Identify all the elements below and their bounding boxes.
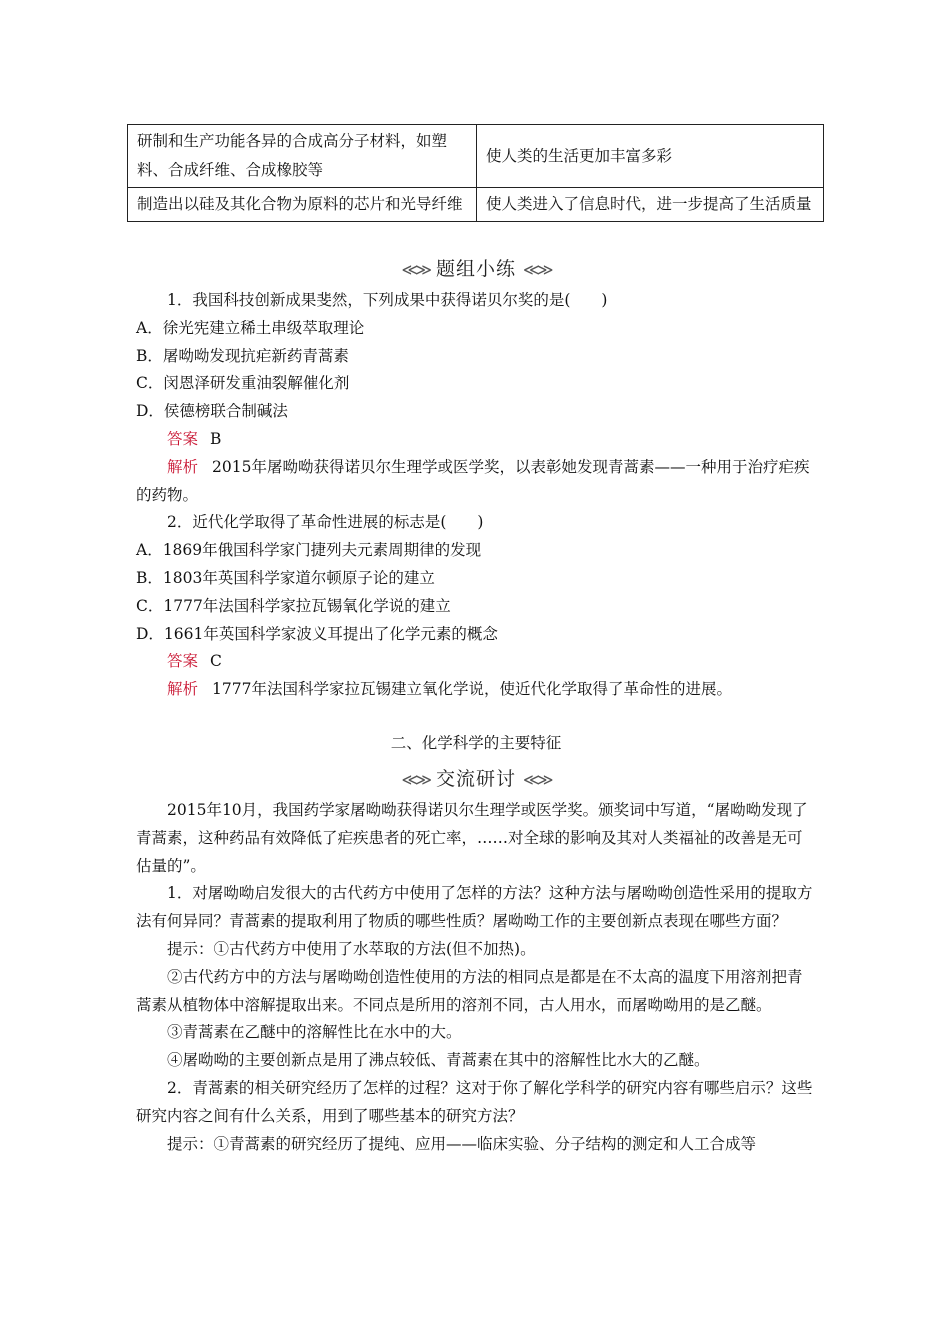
hint-paragraph: ③青蒿素在乙醚中的溶解性比在水中的大。 xyxy=(167,1023,462,1042)
analysis-paragraph xyxy=(136,676,816,704)
table-row xyxy=(128,188,824,222)
double-chevron-left-icon: ≪≫ xyxy=(401,260,429,279)
answer-value: B xyxy=(210,429,222,448)
analysis-paragraph xyxy=(136,454,816,510)
table-row xyxy=(128,125,824,188)
discussion-question: 2．青蒿素的相关研究经历了怎样的过程？这对于你了解化学科学的研究内容有哪些启示？这些研究内容之间有什么关系，用到了哪些基本的研究方法？ xyxy=(136,1078,813,1125)
option-d: D．1661年英国科学家波义耳提出了化学元素的概念 xyxy=(136,624,498,643)
analysis-text: 2015年屠呦呦获得诺贝尔生理学或医学奖，以表彰她发现青蒿素——一种用于治疗疟疾的药物。 xyxy=(136,457,810,504)
double-chevron-left-icon: ≪≫ xyxy=(401,769,429,789)
analysis-label: 解析 xyxy=(167,457,199,476)
hint-paragraph: 提示：①古代药方中使用了水萃取的方法(但不加热)。 xyxy=(167,939,536,958)
section-title-text: 题组小练 xyxy=(435,258,516,280)
answer-value: C xyxy=(210,652,222,671)
analysis-text: 1777年法国科学家拉瓦锡建立氧化学说，使近代化学取得了革命性的进展。 xyxy=(212,680,732,699)
analysis-label: 解析 xyxy=(167,680,199,699)
main-content xyxy=(136,252,816,1158)
question-stem: 2．近代化学取得了革命性进展的标志是( ) xyxy=(167,513,484,532)
section-title-practice xyxy=(136,252,816,287)
answer-label: 答案 xyxy=(167,652,199,671)
double-chevron-right-icon: ≪≫ xyxy=(523,260,551,279)
option-b: B．屠呦呦发现抗疟新药青蒿素 xyxy=(136,346,349,365)
option-a: A．1869年俄国科学家门捷列夫元素周期律的发现 xyxy=(136,541,482,560)
answer-label: 答案 xyxy=(167,429,199,448)
table-cell: 研制和生产功能各异的合成高分子材料，如塑料、合成纤维、合成橡胶等 xyxy=(128,125,477,188)
section-title-discussion xyxy=(136,762,816,797)
option-c: C．闵恩泽研发重油裂解催化剂 xyxy=(136,374,350,393)
hint-paragraph: ②古代药方中的方法与屠呦呦创造性使用的方法的相同点是都是在不太高的温度下用溶剂把青蒿素从植物体中溶解提取出来。不同点是所用的溶剂不同，古人用水，而屠呦呦用的是乙醚。 xyxy=(136,967,803,1014)
option-b: B．1803年英国科学家道尔顿原子论的建立 xyxy=(136,568,435,587)
question-stem: 1．我国科技创新成果斐然，下列成果中获得诺贝尔奖的是( ) xyxy=(167,291,608,309)
option-d: D．侯德榜联合制碱法 xyxy=(136,402,288,421)
answer-line xyxy=(136,648,816,676)
option-a: A．徐光宪建立稀土串级萃取理论 xyxy=(136,318,365,337)
double-chevron-right-icon: ≪≫ xyxy=(523,769,551,789)
discussion-question: 1．对屠呦呦启发很大的古代药方中使用了怎样的方法？这种方法与屠呦呦创造性采用的提取方法有何异同？青蒿素的提取利用了物质的哪些性质？屠呦呦工作的主要创新点表现在哪些方面？ xyxy=(136,884,813,931)
option-c: C．1777年法国科学家拉瓦锡氧化学说的建立 xyxy=(136,596,451,615)
section-title-text: 交流研讨 xyxy=(435,767,516,790)
hint-paragraph: 提示：①青蒿素的研究经历了提纯、应用——临床实验、分子结构的测定和人工合成等 xyxy=(167,1134,757,1153)
heading-chemistry-features: 二、化学科学的主要特征 xyxy=(390,733,562,752)
hint-paragraph: ④屠呦呦的主要创新点是用了沸点较低、青蒿素在其中的溶解性比水大的乙醚。 xyxy=(167,1051,710,1070)
table-border-gap xyxy=(417,236,567,242)
table-cell: 使人类进入了信息时代，进一步提高了生活质量 xyxy=(477,188,824,222)
achievement-table xyxy=(127,124,824,222)
table-cell: 制造出以硅及其化合物为原料的芯片和光导纤维 xyxy=(128,188,477,222)
intro-paragraph: 2015年10月，我国药学家屠呦呦获得诺贝尔生理学或医学奖。颁奖词中写道，“屠呦呦发现了青蒿素，这种药品有效降低了疟疾患者的死亡率，……对全球的影响及其对人类福祉的改善是无可估量的”。 xyxy=(136,800,808,875)
table-cell: 使人类的生活更加丰富多彩 xyxy=(477,125,824,188)
answer-line xyxy=(136,426,816,454)
